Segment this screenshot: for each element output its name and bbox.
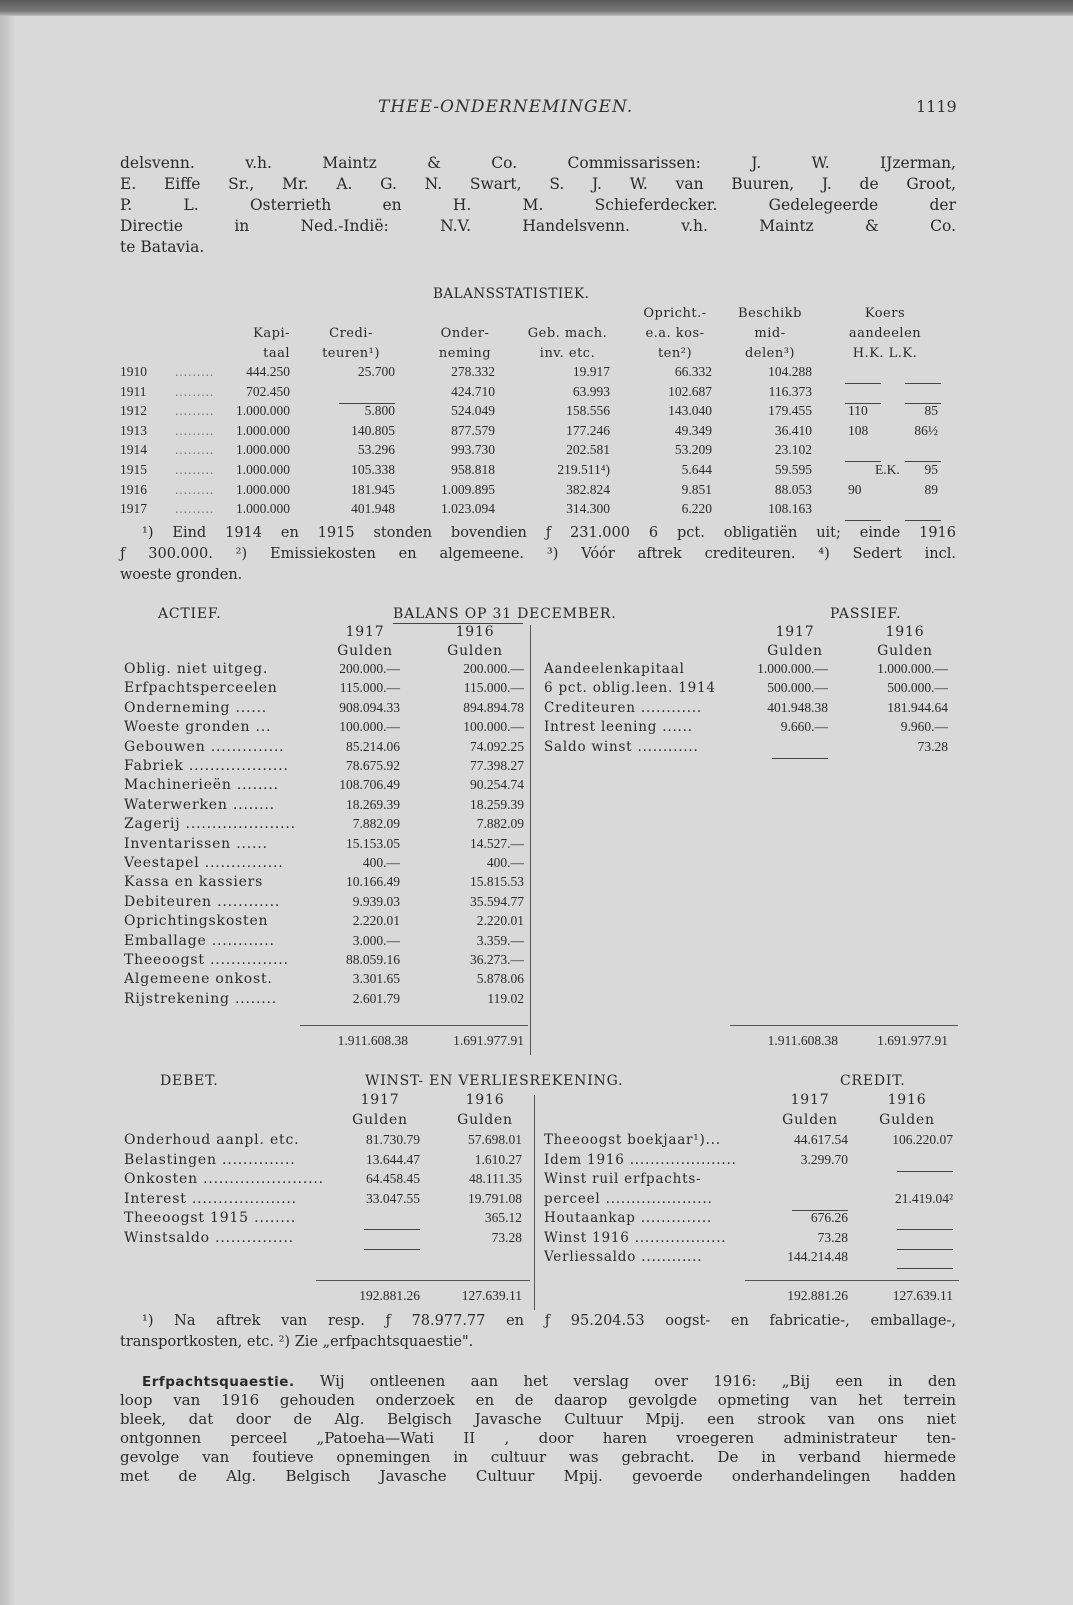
geb-mach-cell: 19.917	[572, 364, 610, 379]
debet-1917-cell: 81.730.79	[366, 1132, 420, 1147]
actief-label: Algemeene onkost.	[124, 971, 273, 988]
actief-label: Fabriek ...................	[124, 758, 289, 774]
column-header: Beschikb	[738, 306, 802, 321]
oprichtingskosten-cell: 66.332	[674, 364, 712, 379]
actief-label: Woeste gronden ...	[124, 719, 272, 736]
erfpacht-line: met de Alg. Belgisch Javasche Cultuur Mpij. gevoerde onderhandelingen hadden	[120, 1467, 956, 1485]
year-cell: 1916	[120, 481, 147, 497]
geb-mach-cell: 63.993	[572, 383, 610, 399]
beschikbare-middelen-cell: 108.163	[768, 501, 812, 517]
koers-lk-cell: 86½	[914, 422, 938, 438]
oprichtingskosten-cell: 9.851	[681, 481, 712, 497]
beschikbare-middelen-cell: 104.288	[768, 364, 812, 379]
footnote-line: woeste gronden.	[120, 567, 243, 583]
actief-1917-cell: 88.059.16	[346, 952, 400, 967]
running-title: THEE-ONDERNEMINGEN.	[378, 97, 634, 117]
intro-line: E. Eiffe Sr., Mr. A. G. N. Swart, S. J. W. van Buuren, J. de Groot,	[120, 175, 956, 193]
passief-1916-cell: 73.28	[917, 738, 948, 754]
column-header: Opricht.-	[643, 306, 707, 321]
passief-1917-cell-dash	[730, 748, 828, 767]
onderneming-cell: 993.730	[451, 442, 495, 458]
credit-1917-cell: 144.214.48	[787, 1249, 848, 1264]
leader-dots: .........	[175, 462, 215, 477]
beschikbare-middelen-cell: 88.053	[774, 481, 812, 497]
actief-1916-cell: 77.398.27	[470, 758, 524, 773]
onderneming-cell: 1.009.895	[441, 481, 495, 497]
credit-1916-cell: 106.220.07	[892, 1132, 953, 1147]
actief-1917-cell: 78.675.92	[346, 758, 400, 773]
actief-1916-cell: 894.894.78	[463, 699, 524, 715]
koers-hk-dash	[845, 373, 881, 392]
year-header-1916: 1916	[455, 624, 495, 640]
koers-lk-cell: 95	[924, 462, 938, 477]
credit-label: Houtaankap ..............	[544, 1210, 713, 1226]
debet-label: Onderhoud aanpl. etc.	[124, 1132, 300, 1148]
actief-label: Emballage ............	[124, 932, 275, 949]
column-header: neming	[438, 346, 492, 361]
actief-label: Machinerieën ........	[124, 777, 279, 794]
actief-1917-cell: 2.601.79	[352, 990, 400, 1006]
koers-lk-cell: 85	[924, 403, 938, 419]
actief-label: Oblig. niet uitgeg.	[124, 661, 269, 677]
leader-dots: .........	[175, 403, 215, 419]
debet-1916-cell: 48.111.35	[469, 1171, 522, 1186]
year-header-1917: 1917	[790, 1092, 830, 1108]
oprichtingskosten-cell: 49.349	[674, 422, 712, 438]
koers-hk-cell: 90	[848, 481, 862, 497]
leader-dots: .........	[175, 501, 215, 517]
credit-label: Winst ruil erfpachts-	[544, 1171, 702, 1187]
geb-mach-cell: 219.511⁴)	[557, 462, 610, 477]
onderneming-cell: 524.049	[451, 403, 495, 419]
passief-1916-cell: 9.960.—	[900, 719, 948, 735]
section-heading: Erfpachtsquaestie.	[142, 1374, 295, 1390]
actief-label: Inventarissen ......	[124, 835, 268, 852]
actief-label: Kassa en kassiers	[124, 874, 264, 891]
balans-title: BALANS OP 31 DECEMBER.	[393, 606, 617, 622]
kapitaal-cell: 1.000.000	[236, 481, 290, 497]
unit-header: Gulden	[352, 1112, 408, 1128]
actief-heading: ACTIEF.	[158, 606, 222, 622]
actief-1917-cell: 100.000.—	[339, 719, 400, 735]
passief-1916-cell: 181.944.64	[887, 699, 948, 715]
crediteuren-cell: 105.338	[351, 462, 395, 477]
debet-heading: DEBET.	[160, 1073, 219, 1089]
footnote-line: transportkosten, etc. ²) Zie „erfpachtsquaestie".	[120, 1334, 474, 1350]
erfpacht-line: bleek, dat door de Alg. Belgisch Javasche Cultuur Mpij. een strook van ons niet	[120, 1410, 956, 1428]
column-divider	[530, 625, 531, 1055]
column-header: inv. etc.	[539, 346, 596, 361]
debet-label: Winstsaldo ...............	[124, 1229, 294, 1246]
leader-dots: .........	[175, 383, 215, 399]
credit-total-1917: 192.881.26	[787, 1288, 848, 1303]
debet-1917-cell: 64.458.45	[366, 1171, 420, 1186]
actief-1916-cell: 400.—	[486, 855, 524, 870]
actief-1916-cell: 36.273.—	[470, 952, 524, 967]
actief-1916-cell: 7.882.09	[476, 816, 524, 832]
actief-label: Theeoogst ...............	[124, 952, 289, 968]
kapitaal-cell: 1.000.000	[236, 501, 290, 517]
kapitaal-cell: 1.000.000	[236, 442, 290, 458]
actief-1916-cell: 14.527.—	[470, 835, 524, 851]
unit-header: Gulden	[879, 1112, 935, 1128]
intro-line: delsvenn. v.h. Maintz & Co. Commissarissen: J. W. IJzerman,	[120, 154, 956, 172]
erfpacht-line: loop van 1916 gehouden onderzoek en de daarop gevolgde opmeting van het terrein	[120, 1391, 956, 1409]
column-header: Koers	[864, 306, 906, 321]
credit-1916-cell-dash	[858, 1161, 953, 1180]
passief-1917-cell: 9.660.—	[780, 719, 828, 735]
column-divider	[534, 1095, 535, 1310]
beschikbare-middelen-cell: 23.102	[774, 442, 812, 458]
passief-1917-cell: 500.000.—	[767, 680, 828, 696]
onderneming-cell: 278.332	[451, 364, 495, 379]
intro-line: Directie in Ned.-Indië: N.V. Handelsvenn. v.h. Maintz & Co.	[120, 217, 956, 235]
unit-header: Gulden	[457, 1112, 513, 1128]
onderneming-cell: 958.818	[451, 462, 495, 477]
crediteuren-cell: 5.800	[364, 403, 395, 419]
actief-1916-cell: 200.000.—	[463, 661, 524, 676]
actief-1916-cell: 35.594.77	[470, 893, 524, 909]
total-rule	[316, 1280, 530, 1281]
actief-1916-cell: 74.092.25	[470, 738, 524, 754]
kapitaal-cell: 444.250	[246, 364, 290, 379]
column-header: H.K. L.K.	[852, 346, 918, 361]
year-cell: 1913	[120, 422, 147, 438]
koers-hk-cell: 110	[848, 403, 868, 419]
year-header-1917: 1917	[360, 1092, 400, 1108]
column-header: Credi-	[329, 326, 373, 341]
winst-verlies-footnotes	[120, 1311, 956, 1353]
actief-1916-cell: 15.815.53	[470, 874, 524, 890]
kapitaal-cell: 1.000.000	[236, 422, 290, 438]
actief-1916-cell: 115.000.—	[463, 680, 524, 696]
actief-1917-cell: 18.269.39	[346, 796, 400, 812]
column-header: teuren¹)	[322, 346, 380, 361]
actief-1917-cell: 7.882.09	[352, 816, 400, 832]
total-rule	[730, 1025, 958, 1026]
actief-label: Rijstrekening ........	[124, 990, 278, 1007]
column-header: Onder-	[440, 326, 490, 341]
credit-total-1916: 127.639.11	[892, 1288, 953, 1303]
year-cell: 1917	[120, 501, 147, 517]
beschikbare-middelen-cell: 179.455	[768, 403, 812, 419]
column-header: e.a. kos-	[645, 326, 705, 341]
unit-header: Gulden	[877, 643, 933, 659]
passief-1916-cell: 500.000.—	[887, 680, 948, 696]
actief-1916-cell: 5.878.06	[476, 971, 524, 987]
year-header-1917: 1917	[775, 624, 815, 640]
column-header: ten²)	[657, 346, 693, 361]
year-cell: 1910	[120, 364, 147, 379]
leader-dots: .........	[175, 481, 215, 497]
debet-1916-cell: 1.610.27	[474, 1151, 522, 1167]
footnote-line: ¹) Na aftrek van resp. ƒ 78.977.77 en ƒ 95.204.53 oogst- en fabricatie-, emballage-,	[142, 1313, 956, 1329]
actief-1916-cell: 90.254.74	[470, 777, 524, 793]
actief-label: Oprichtingskosten	[124, 913, 269, 930]
column-header: Kapi-	[253, 326, 290, 341]
actief-1917-cell: 85.214.06	[346, 738, 400, 754]
credit-1916-cell: 21.419.04²	[894, 1190, 953, 1206]
erfpacht-paragraph	[120, 1372, 956, 1486]
year-header-1916: 1916	[885, 624, 925, 640]
passief-heading: PASSIEF.	[830, 606, 902, 622]
actief-1916-cell: 2.220.01	[476, 913, 524, 929]
actief-1917-cell: 15.153.05	[346, 835, 400, 851]
passief-label: 6 pct. oblig.leen. 1914	[544, 680, 716, 697]
credit-label: Winst 1916 ..................	[544, 1229, 727, 1246]
actief-1916-cell: 119.02	[487, 990, 524, 1006]
debet-1917-cell: 33.047.55	[366, 1190, 420, 1206]
oprichtingskosten-cell: 6.220	[681, 501, 712, 517]
actief-label: Veestapel ...............	[124, 855, 284, 871]
footnote-line: ¹) Eind 1914 en 1915 stonden bovendien ƒ 231.000 6 pct. obligatiën uit; einde 1916	[142, 525, 956, 541]
credit-heading: CREDIT.	[840, 1073, 906, 1089]
debet-label: Theeoogst 1915 ........	[124, 1210, 297, 1226]
credit-1916-cell-dash	[858, 1239, 953, 1258]
actief-1917-cell: 3.301.65	[352, 971, 400, 987]
kapitaal-cell: 1.000.000	[236, 462, 290, 477]
unit-header: Gulden	[337, 643, 393, 659]
actief-total-1916: 1.691.977.91	[453, 1033, 524, 1048]
geb-mach-cell: 382.824	[566, 481, 610, 497]
actief-1917-cell: 3.000.—	[352, 932, 400, 948]
winst-verlies-title: WINST- EN VERLIESREKENING.	[365, 1073, 624, 1089]
unit-header: Gulden	[767, 643, 823, 659]
debet-label: Belastingen ..............	[124, 1151, 296, 1168]
koers-lk-cell: 89	[924, 481, 938, 497]
onderneming-cell: 424.710	[451, 383, 495, 399]
year-cell: 1911	[120, 383, 147, 399]
actief-1917-cell: 400.—	[362, 855, 400, 870]
credit-1916-cell-dash	[858, 1258, 953, 1277]
geb-mach-cell: 314.300	[566, 501, 610, 517]
credit-label: Verliessaldo ............	[544, 1249, 703, 1265]
column-header: taal	[263, 346, 290, 361]
passief-1916-cell: 1.000.000.—	[877, 661, 948, 676]
debet-label: Onkosten .......................	[124, 1171, 324, 1187]
oprichtingskosten-cell: 53.209	[674, 442, 712, 458]
geb-mach-cell: 158.556	[566, 403, 610, 419]
credit-1917-cell: 676.26	[810, 1210, 848, 1225]
credit-1917-cell: 44.617.54	[794, 1132, 848, 1147]
page-number: 1119	[916, 97, 957, 116]
debet-1917-cell-dash	[330, 1219, 420, 1238]
erfpacht-line: ontgonnen perceel „Patoeha—Wati II , door haren vroegeren administrateur ten-	[120, 1429, 956, 1447]
debet-total-1917: 192.881.26	[359, 1288, 420, 1303]
passief-label: Intrest leening ......	[544, 719, 693, 736]
actief-1916-cell: 18.259.39	[470, 796, 524, 812]
crediteuren-cell: 140.805	[351, 422, 395, 438]
column-header: aandeelen	[848, 326, 922, 341]
koers-lk-dash	[905, 373, 941, 392]
crediteuren-cell: 181.945	[351, 481, 395, 497]
year-header-1916: 1916	[465, 1092, 505, 1108]
erfpacht-first-line	[120, 1372, 956, 1391]
debet-1916-cell: 19.791.08	[468, 1190, 522, 1206]
leader-dots: .........	[175, 442, 215, 458]
debet-1916-cell: 365.12	[484, 1210, 522, 1225]
actief-label: Zagerij .....................	[124, 816, 296, 833]
crediteuren-cell: 401.948	[351, 501, 395, 517]
oprichtingskosten-cell: 102.687	[668, 383, 712, 399]
year-header-1917: 1917	[345, 624, 385, 640]
year-cell: 1915	[120, 462, 147, 477]
actief-1917-cell: 10.166.49	[346, 874, 400, 890]
geb-mach-cell: 202.581	[566, 442, 610, 458]
crediteuren-cell: 53.296	[357, 442, 395, 458]
beschikbare-middelen-cell: 36.410	[774, 422, 812, 438]
debet-1916-cell: 57.698.01	[468, 1132, 522, 1147]
credit-label: Idem 1916 .....................	[544, 1151, 737, 1168]
actief-1917-cell: 108.706.49	[339, 777, 400, 793]
actief-1917-cell: 200.000.—	[339, 661, 400, 676]
credit-1917-cell: 3.299.70	[800, 1151, 848, 1167]
actief-1916-cell: 3.359.—	[476, 932, 524, 948]
actief-total-1917: 1.911.608.38	[337, 1033, 408, 1048]
unit-header: Gulden	[447, 643, 503, 659]
geb-mach-cell: 177.246	[566, 422, 610, 438]
passief-label: Aandeelenkapitaal	[544, 661, 685, 677]
total-rule	[300, 1025, 528, 1026]
footnote-line: ƒ 300.000. ²) Emissiekosten en algemeene. ³) Vóór aftrek crediteuren. ⁴) Sedert incl.	[120, 546, 956, 562]
intro-paragraph	[120, 153, 956, 258]
onderneming-cell: 1.023.094	[441, 501, 495, 517]
actief-label: Onderneming ......	[124, 699, 268, 716]
year-cell: 1914	[120, 442, 147, 458]
credit-1916-cell-dash	[858, 1219, 953, 1238]
kapitaal-cell: 1.000.000	[236, 403, 290, 419]
erfpacht-line: gevolge van foutieve opnemingen in cultuur was gebracht. De in verband hiermede	[120, 1448, 956, 1466]
passief-label: Saldo winst ............	[544, 738, 699, 755]
debet-total-1916: 127.639.11	[461, 1288, 522, 1303]
actief-1917-cell: 9.939.03	[352, 893, 400, 909]
credit-label: Theeoogst boekjaar¹)...	[544, 1132, 721, 1148]
column-header: mid-	[754, 326, 786, 341]
credit-label: perceel .....................	[544, 1190, 713, 1207]
passief-1917-cell: 1.000.000.—	[757, 661, 828, 676]
actief-1916-cell: 100.000.—	[463, 719, 524, 735]
balansstatistiek-title: BALANSSTATISTIEK.	[433, 286, 590, 302]
debet-1917-cell: 13.644.47	[366, 1151, 420, 1167]
koers-ek-cell: E.K.	[875, 462, 900, 477]
leader-dots: .........	[175, 364, 215, 379]
debet-1916-cell: 73.28	[491, 1229, 522, 1245]
actief-1917-cell: 115.000.—	[339, 680, 400, 696]
total-rule	[745, 1280, 959, 1281]
crediteuren-cell: 25.700	[357, 364, 395, 379]
leader-dots: .........	[175, 422, 215, 438]
intro-line: te Batavia.	[120, 238, 205, 256]
beschikbare-middelen-cell: 116.373	[768, 383, 812, 399]
passief-total-1917: 1.911.608.38	[767, 1033, 838, 1048]
actief-1917-cell: 908.094.33	[339, 699, 400, 715]
oprichtingskosten-cell: 5.644	[681, 462, 712, 477]
column-header: Geb. mach.	[527, 326, 608, 341]
koers-hk-cell: 108	[848, 422, 869, 438]
onderneming-cell: 877.579	[451, 422, 495, 438]
beschikbare-middelen-cell: 59.595	[774, 462, 812, 477]
oprichtingskosten-cell: 143.040	[668, 403, 712, 419]
intro-line: P. L. Osterrieth en H. M. Schieferdecker. Gedelegeerde der	[120, 196, 956, 214]
passief-1917-cell: 401.948.38	[767, 699, 828, 715]
kapitaal-cell: 702.450	[246, 383, 290, 399]
actief-label: Gebouwen ..............	[124, 738, 285, 755]
actief-label: Waterwerken ........	[124, 796, 275, 813]
credit-1917-cell: 73.28	[817, 1229, 848, 1245]
column-header: delen³)	[744, 346, 796, 361]
actief-label: Erfpachtsperceelen	[124, 680, 278, 697]
actief-1917-cell: 2.220.01	[352, 913, 400, 929]
year-cell: 1912	[120, 403, 147, 419]
debet-label: Interest ....................	[124, 1190, 297, 1207]
year-header-1916: 1916	[887, 1092, 927, 1108]
balansstatistiek-footnotes	[120, 523, 956, 586]
erfpacht-text: Wij ontleenen aan het verslag over 1916: „Bij een in den	[294, 1372, 956, 1390]
debet-1917-cell-dash	[330, 1239, 420, 1258]
passief-total-1916: 1.691.977.91	[877, 1033, 948, 1048]
passief-label: Crediteuren ............	[544, 699, 702, 716]
unit-header: Gulden	[782, 1112, 838, 1128]
actief-label: Debiteuren ............	[124, 893, 281, 910]
